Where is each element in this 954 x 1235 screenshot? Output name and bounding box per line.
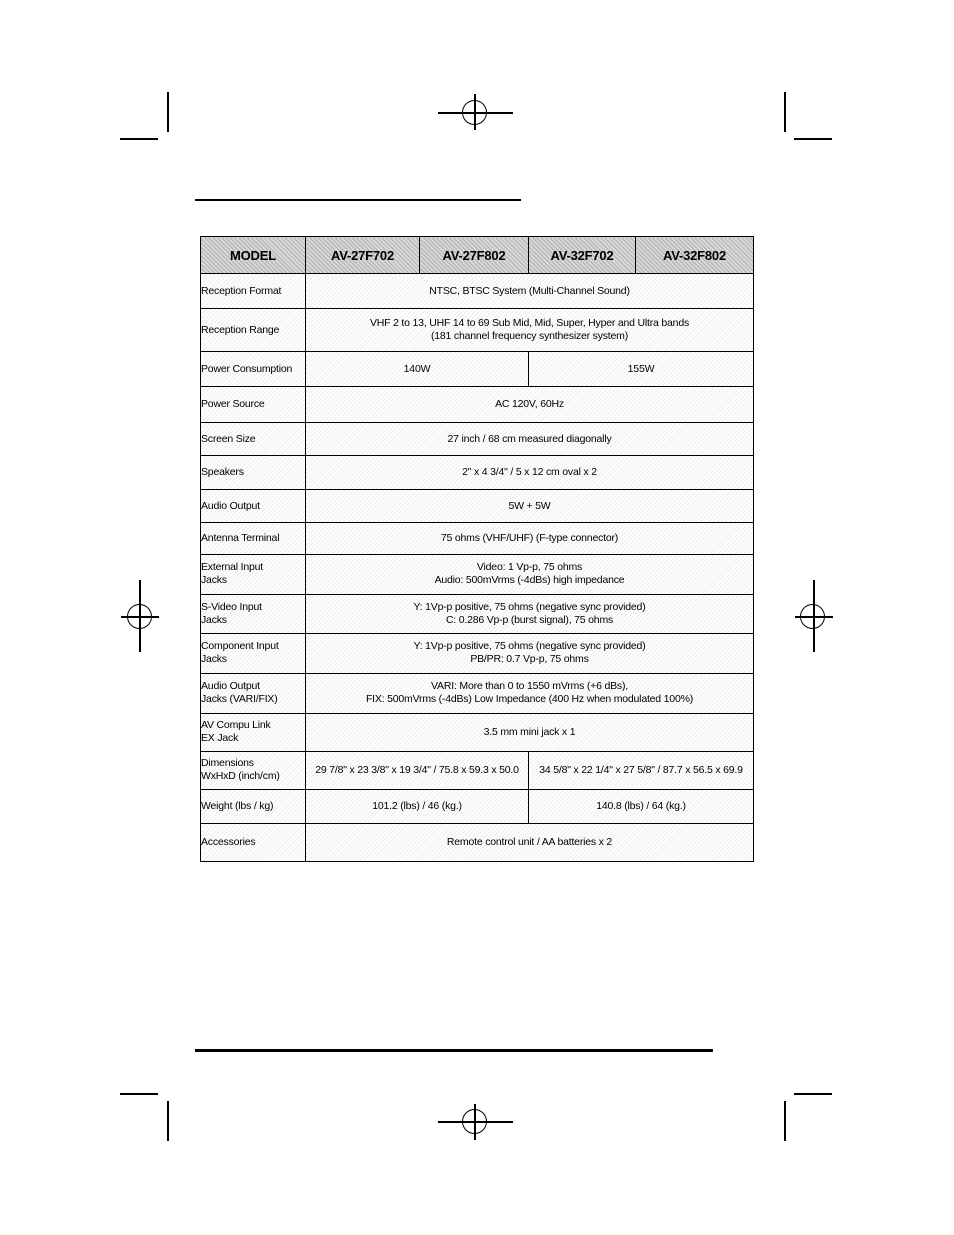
row-antenna-terminal — [201, 523, 754, 555]
row-audio-output — [201, 490, 754, 523]
top-rule — [195, 199, 521, 201]
label-line-1: Dimensions — [201, 757, 254, 770]
row-label — [201, 594, 306, 633]
row-svideo-input — [201, 594, 754, 633]
row-power-source — [201, 387, 754, 423]
value-line-2: C: 0.286 Vp-p (burst signal), 75 ohms — [445, 613, 614, 626]
row-reception-range — [201, 309, 754, 352]
row-compu-link — [201, 713, 754, 751]
specifications-table — [200, 236, 754, 862]
label-line-2: EX Jack — [201, 732, 239, 745]
value-line-2: FIX: 500mVrms (-4dBs) Low Impedance (400 Hz when modulated 100%) — [365, 693, 694, 706]
label-line-1: AV Compu Link — [201, 719, 271, 732]
row-value-27in: 101.2 (lbs) / 46 (kg.) — [306, 789, 529, 823]
row-accessories — [201, 823, 754, 861]
row-label: Audio Output — [201, 490, 306, 523]
row-value — [306, 555, 754, 594]
row-label — [201, 751, 306, 789]
header-model: MODEL — [201, 237, 306, 274]
header-av-32f802: AV-32F802 — [636, 237, 754, 274]
row-value: 5W + 5W — [306, 490, 754, 523]
row-speakers — [201, 456, 754, 490]
row-label: Reception Range — [201, 309, 306, 352]
value-line-1: Video: 1 Vp-p, 75 ohms — [476, 561, 583, 574]
row-value-32in: 155W — [529, 352, 754, 387]
row-value: 2" x 4 3/4" / 5 x 12 cm oval x 2 — [306, 456, 754, 490]
row-component-input — [201, 633, 754, 673]
row-label: Power Source — [201, 387, 306, 423]
row-label: Antenna Terminal — [201, 523, 306, 555]
row-label — [201, 713, 306, 751]
row-value: NTSC, BTSC System (Multi-Channel Sound) — [306, 274, 754, 309]
row-label: Reception Format — [201, 274, 306, 309]
value-line-2: Audio: 500mVrms (-4dBs) high impedance — [434, 574, 625, 587]
value-line-2: (181 channel frequency synthesizer system) — [430, 330, 629, 343]
row-value: 3.5 mm mini jack x 1 — [306, 713, 754, 751]
label-line-1: Component Input — [201, 640, 279, 653]
row-external-input — [201, 555, 754, 594]
label-line-2: Jacks — [201, 574, 227, 587]
value-line-1: VARI: More than 0 to 1550 mVrms (+6 dBs), — [431, 680, 628, 693]
header-av-32f702: AV-32F702 — [529, 237, 636, 274]
row-value — [306, 633, 754, 673]
row-screen-size — [201, 423, 754, 456]
row-value: 27 inch / 68 cm measured diagonally — [306, 423, 754, 456]
row-value — [306, 673, 754, 713]
row-label: Power Consumption — [201, 352, 306, 387]
label-line-1: Audio Output — [201, 680, 260, 693]
value-line-1: VHF 2 to 13, UHF 14 to 69 Sub Mid, Mid, Super, Hyper and Ultra bands — [369, 317, 690, 330]
row-value-32in: 140.8 (lbs) / 64 (kg.) — [529, 789, 754, 823]
row-power-consumption — [201, 352, 754, 387]
value-line-1: Y: 1Vp-p positive, 75 ohms (negative sync provided) — [413, 600, 646, 613]
bottom-rule — [195, 1049, 713, 1052]
label-line-2: WxHxD (inch/cm) — [201, 770, 280, 783]
row-reception-format — [201, 274, 754, 309]
label-line-2: Jacks — [201, 613, 227, 626]
label-line-2: Jacks (VARI/FIX) — [201, 693, 278, 706]
row-value: Remote control unit / AA batteries x 2 — [306, 823, 754, 861]
header-av-27f802: AV-27F802 — [420, 237, 529, 274]
row-label — [201, 555, 306, 594]
row-label — [201, 673, 306, 713]
row-value-27in: 29 7/8" x 23 3/8" x 19 3/4" / 75.8 x 59.3 x 50.0 — [306, 751, 529, 789]
header-row — [201, 237, 754, 274]
row-value-32in: 34 5/8" x 22 1/4" x 27 5/8" / 87.7 x 56.5 x 69.9 — [529, 751, 754, 789]
row-label: Weight (lbs / kg) — [201, 789, 306, 823]
row-label: Screen Size — [201, 423, 306, 456]
label-line-2: Jacks — [201, 653, 227, 666]
row-label: Accessories — [201, 823, 306, 861]
row-weight — [201, 789, 754, 823]
row-label: Speakers — [201, 456, 306, 490]
row-dimensions — [201, 751, 754, 789]
row-value — [306, 594, 754, 633]
row-audio-output-jacks — [201, 673, 754, 713]
value-line-2: PB/PR: 0.7 Vp-p, 75 ohms — [470, 653, 589, 666]
value-line-1: Y: 1Vp-p positive, 75 ohms (negative sync provided) — [413, 640, 646, 653]
row-value: AC 120V, 60Hz — [306, 387, 754, 423]
header-av-27f702: AV-27F702 — [306, 237, 420, 274]
row-value: 75 ohms (VHF/UHF) (F-type connector) — [306, 523, 754, 555]
row-label — [201, 633, 306, 673]
label-line-1: External Input — [201, 561, 263, 574]
row-value — [306, 309, 754, 352]
label-line-1: S-Video Input — [201, 600, 262, 613]
row-value-27in: 140W — [306, 352, 529, 387]
